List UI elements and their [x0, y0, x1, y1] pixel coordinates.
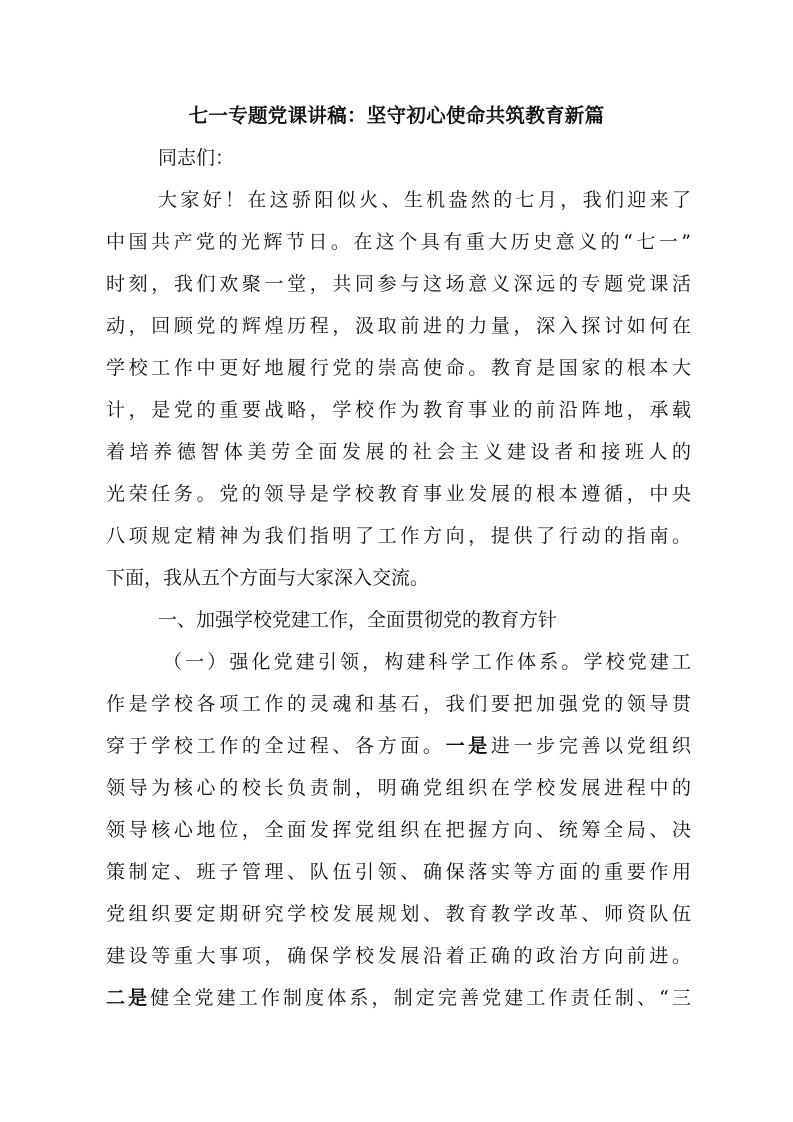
greeting: 同志们：: [158, 147, 235, 169]
paragraph-line: 策制定、班子管理、队伍引领、确保落实等方面的重要作用: [106, 861, 691, 883]
paragraph-line: 建设等重大事项，确保学校发展沿着正确的政治方向前进。: [106, 945, 691, 967]
paragraph-line: 大家好！在这骄阳似火、生机盎然的七月，我们迎来了: [158, 189, 691, 211]
paragraph-text: 穿于学校工作的全过程、各方面。: [106, 735, 446, 757]
emphasis-second: 二是: [106, 987, 151, 1009]
paragraph-line: 计，是党的重要战略，学校作为教育事业的前沿阵地，承载: [106, 399, 691, 421]
paragraph-line: 领导核心地位，全面发挥党组织在把握方向、统筹全局、决: [106, 819, 691, 841]
subsection-lead-line: （一）强化党建引领，构建科学工作体系。学校党建工: [163, 651, 691, 673]
paragraph-line: 光荣任务。党的领导是学校教育事业发展的根本遵循，中央: [106, 483, 691, 505]
paragraph-line: 作是学校各项工作的灵魂和基石，我们要把加强党的领导贯: [106, 693, 691, 715]
paragraph-line: [106, 729, 691, 763]
paragraph-line: 中国共产党的光辉节日。在这个具有重大历史意义的“七一”: [106, 231, 691, 253]
paragraph-text: 健全党建工作制度体系，制定完善党建工作责任制、“三: [150, 987, 691, 1009]
paragraph-line: 下面，我从五个方面与大家深入交流。: [106, 567, 430, 589]
paragraph-line: [106, 981, 691, 1015]
emphasis-first: 一是: [445, 735, 491, 757]
paragraph-line: 动，回顾党的辉煌历程，汲取前进的力量，深入探讨如何在: [106, 315, 691, 337]
paragraph-line: 学校工作中更好地履行党的崇高使命。教育是国家的根本大: [106, 357, 691, 379]
paragraph-line: 领导为核心的校长负责制，明确党组织在学校发展进程中的: [106, 777, 691, 799]
section-heading: 一、加强学校党建工作，全面贯彻党的教育方针: [158, 609, 558, 631]
document-title: 七一专题党课讲稿：坚守初心使命共筑教育新篇: [188, 104, 605, 127]
paragraph-line: 着培养德智体美劳全面发展的社会主义建设者和接班人的: [106, 441, 691, 463]
paragraph-text: 进一步完善以党组织: [490, 735, 691, 757]
paragraph-line: 时刻，我们欢聚一堂，共同参与这场意义深远的专题党课活: [106, 273, 691, 295]
paragraph-line: 党组织要定期研究学校发展规划、教育教学改革、师资队伍: [106, 903, 691, 925]
paragraph-line: 八项规定精神为我们指明了工作方向，提供了行动的指南。: [106, 525, 691, 547]
